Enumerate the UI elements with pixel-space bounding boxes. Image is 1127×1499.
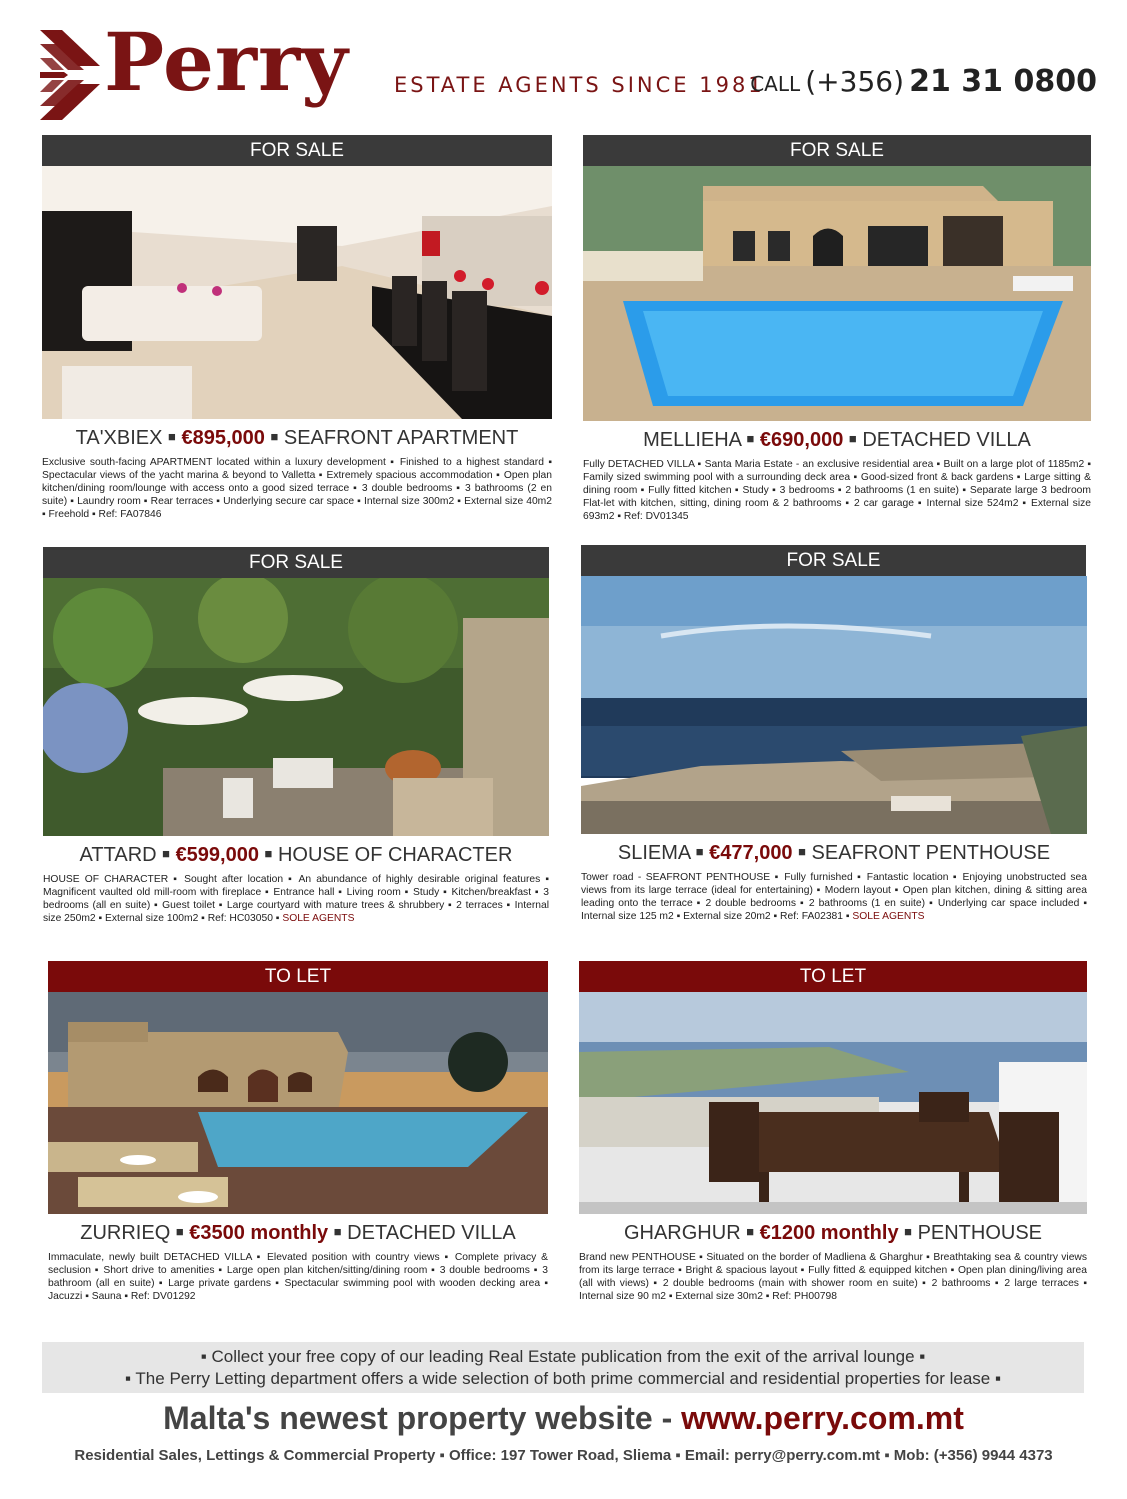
listing-zurrieq[interactable] (48, 961, 548, 1303)
bullet-icon: ■ (264, 846, 273, 861)
price: €1200 monthly (759, 1222, 899, 1244)
listing-description (583, 458, 1091, 523)
listing-description (43, 873, 549, 925)
property-photo (48, 992, 548, 1214)
bullet-icon: ■ (746, 431, 755, 446)
listing-mellieha[interactable] (583, 135, 1091, 523)
price: €895,000 (181, 427, 265, 449)
listing-headline (579, 1222, 1087, 1245)
listing-gharghur[interactable] (579, 961, 1087, 1303)
description-text: HOUSE OF CHARACTER ▪ Sought after location ▪ An abundance of highly desirable original features ▪ Magnificent vaulted old mill-room with fireplace ▪ Entrance hall ▪ Living room ▪ Study ▪ Kitchen/breakfast ▪ 3 bedrooms (all en suite) ▪ Guest toilet ▪ Large courtyard with mature trees & shrubbery ▪ 2 terraces ▪ Internal size 250m2 ▪ External size 100m2 ▪ Ref: HC03050 ▪ (43, 874, 549, 924)
notice-line-2: ▪ The Perry Letting department offers a wide selection of both prime commercial and residential properties for lease ▪ (124, 1369, 1002, 1388)
website-line (0, 1400, 1127, 1437)
bullet-icon: ■ (746, 1224, 755, 1239)
bullet-icon: ■ (168, 429, 176, 444)
listing-description (42, 456, 552, 521)
phone-number[interactable] (750, 64, 1097, 99)
property-photo (583, 166, 1091, 421)
bullet-icon: ■ (333, 1224, 342, 1239)
brand-name: Perry (104, 15, 349, 109)
bullet-icon: ■ (162, 846, 170, 861)
property-photo (42, 166, 552, 419)
property-photo (581, 576, 1087, 834)
website-link[interactable]: www.perry.com.mt (681, 1400, 964, 1436)
call-label: CALL (750, 72, 801, 96)
listing-description (48, 1251, 548, 1303)
listing-headline (43, 844, 549, 867)
property-type: DETACHED VILLA (862, 429, 1031, 451)
listing-attard[interactable] (43, 547, 549, 925)
listing-headline (42, 427, 552, 450)
bullet-icon: ■ (798, 844, 806, 859)
bullet-icon: ■ (175, 1224, 184, 1239)
status-banner: TO LET (48, 961, 548, 992)
info-notice (42, 1342, 1084, 1393)
listing-headline (583, 429, 1091, 452)
property-photo (43, 578, 549, 836)
tagline: ESTATE AGENTS SINCE 1981 (394, 73, 765, 97)
listing-headline (48, 1222, 548, 1245)
location: ATTARD (79, 844, 157, 866)
contact-line: Residential Sales, Lettings & Commercial Property ▪ Office: 197 Tower Road, Sliema ▪ Email: perry@perry.com.mt ▪ Mob: (+356) 9944 4373 (74, 1447, 1053, 1464)
property-type: HOUSE OF CHARACTER (277, 844, 513, 866)
description-text: Fully DETACHED VILLA ▪ Santa Maria Estate - an exclusive residential area ▪ Built on a large plot of 1185m2 ▪ Family sized swimming pool with a surrounding deck area ▪ Good-sized front & back gardens ▪ Large sitting & dining room ▪ Fully fitted kitchen ▪ Study ▪ 3 bedrooms ▪ 2 bathrooms (1 en suite) ▪ Separate large 3 bedroom Flat-let with kitchen, sitting, dining room & 2 bathrooms ▪ 2 car garage ▪ Internal size 524m2 ▪ External size 693m2 ▪ Ref: DV01345 (583, 459, 1091, 522)
sole-agents-tag: SOLE AGENTS (282, 913, 355, 924)
website-text: Malta's newest property website - (163, 1400, 682, 1436)
location: SLIEMA (617, 842, 691, 864)
listing-taxbiex[interactable] (42, 135, 552, 521)
status-banner: TO LET (579, 961, 1087, 992)
status-banner: FOR SALE (43, 547, 549, 578)
listing-description (579, 1251, 1087, 1303)
bullet-icon: ■ (695, 844, 704, 859)
listing-description (581, 871, 1087, 923)
location: GHARGHUR (623, 1222, 741, 1244)
call-number: 21 31 0800 (909, 64, 1097, 99)
location: TA'XBIEX (75, 427, 163, 449)
status-banner: FOR SALE (42, 135, 552, 166)
description-text: Immaculate, newly built DETACHED VILLA ▪ Elevated position with country views ▪ Complete privacy & seclusion ▪ Short drive to amenities ▪ Large open plan kitchen/sitting/dining room ▪ 3 double bedrooms ▪ 3 bathroom (all en suite) ▪ Large private gardens ▪ Spectacular swimming pool with wooden decking area ▪ Jacuzzi ▪ Sauna ▪ Ref: DV01292 (48, 1252, 548, 1302)
perry-logo (40, 15, 350, 120)
status-banner: FOR SALE (581, 545, 1086, 576)
listing-headline (581, 842, 1087, 865)
price: €477,000 (709, 842, 793, 864)
bullet-icon: ■ (848, 431, 857, 446)
description-text: Brand new PENTHOUSE ▪ Situated on the border of Madliena & Gharghur ▪ Breathtaking sea & country views from its large terrace ▪ Bright & spacious layout ▪ Fully fitted & equipped kitchen ▪ Open plan dining/living area (all with views) ▪ 2 double bedrooms (main with shower room en suite) ▪ 2 bathrooms ▪ 2 large terraces ▪ Internal size 90 m2 ▪ External size 30m2 ▪ Ref: PH00798 (579, 1252, 1087, 1302)
price: €599,000 (175, 844, 259, 866)
sole-agents-tag: SOLE AGENTS (852, 911, 925, 922)
location: MELLIEHA (643, 429, 741, 451)
stripes-logo-icon (40, 30, 100, 120)
price: €690,000 (759, 429, 844, 451)
property-type: SEAFRONT APARTMENT (283, 427, 519, 449)
location: ZURRIEQ (80, 1222, 171, 1244)
notice-line-1: ▪ Collect your free copy of our leading Real Estate publication from the exit of the arrival lounge ▪ (200, 1347, 926, 1366)
listing-sliema[interactable] (581, 545, 1087, 923)
property-photo (579, 992, 1087, 1214)
status-banner: FOR SALE (583, 135, 1091, 166)
bullet-icon: ■ (904, 1224, 912, 1239)
price: €3500 monthly (189, 1222, 329, 1244)
property-type: PENTHOUSE (917, 1222, 1043, 1244)
call-code: (+356) (805, 65, 905, 98)
property-type: DETACHED VILLA (347, 1222, 516, 1244)
description-text: Exclusive south-facing APARTMENT located within a luxury development ▪ Finished to a highest standard ▪ Spectacular views of the yacht marina & beyond to Valletta ▪ Extremely spacious accommodation ▪ Open plan kitchen/dining room/lounge with access onto a good sized terrace ▪ 3 double bedrooms ▪ 3 bathrooms (2 en suite) ▪ Laundry room ▪ Rear terraces ▪ Underlying secure car space ▪ Internal size 300m2 ▪ External size 40m2 ▪ Freehold ▪ Ref: FA07846 (42, 457, 552, 520)
property-type: SEAFRONT PENTHOUSE (811, 842, 1051, 864)
description-text: Tower road - SEAFRONT PENTHOUSE ▪ Fully furnished ▪ Fantastic location ▪ Enjoying unobstructed sea views from its large terrace (ideal for entertaining) ▪ Modern layout ▪ Open plan kitchen, dining & sitting area leading onto the terrace ▪ 2 double bedrooms ▪ 2 bathrooms (1 en suite) ▪ Underlying car space included ▪ Internal size 125 m2 ▪ External size 20m2 ▪ Ref: FA02381 ▪ (581, 872, 1087, 922)
bullet-icon: ■ (270, 429, 279, 444)
